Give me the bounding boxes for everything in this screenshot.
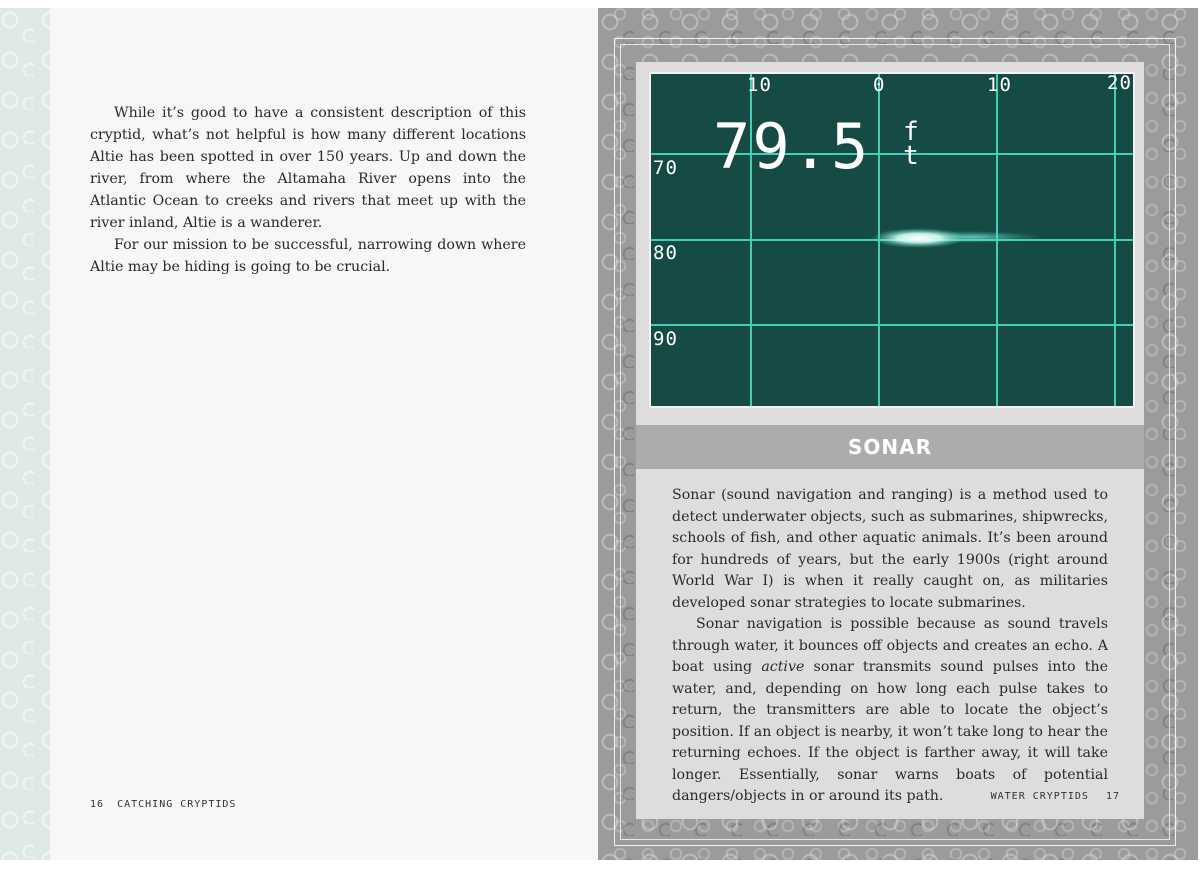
axis-label-top: 0	[873, 74, 886, 96]
axis-label-side: 80	[653, 242, 678, 264]
sidebar-paragraph: Sonar (sound navigation and ranging) is a method used to detect underwater objects, such as submarines, shipwrecks, schools of fish, and other aquatic animals. It’s been around for hundreds of years, but the early 1900s (right around World War I) is when it really caught on, as militaries developed sonar strategies to locate submarines.	[672, 487, 1108, 611]
depth-readout	[713, 110, 919, 183]
page-number: 16	[90, 799, 105, 810]
depth-unit-top: f	[903, 117, 919, 147]
sidebar-panel	[636, 62, 1144, 819]
sidebar-title-bar	[636, 425, 1144, 469]
depth-unit-bottom: t	[903, 141, 919, 171]
left-footer	[90, 799, 236, 810]
axis-label-top: 20	[1107, 72, 1132, 94]
axis-label-side: 70	[653, 157, 678, 179]
echo-blob	[871, 228, 967, 248]
body-text	[90, 102, 526, 278]
sidebar-title: SONAR	[847, 435, 933, 459]
running-head: CATCHING CRYPTIDS	[117, 799, 237, 810]
axis-label-top: 10	[987, 74, 1012, 96]
sidebar-body-text	[672, 485, 1108, 808]
body-paragraph: While it’s good to have a consistent description of this cryptid, what’s not helpful is how many different locations Altie has been spotted in over 150 years. Up and down the river, from where the Altamaha River opens into the Atlantic Ocean to creeks and rivers that meet up with the river inland, Altie is a wanderer.	[90, 105, 526, 231]
axis-label-side: 90	[653, 328, 678, 350]
depth-unit	[899, 117, 923, 171]
sidebar-text-run: sonar transmits sound pulses into the water, and, depending on how long each pulse takes to return, the transmitters are able to locate the object’s position. If an object is nearby, it won’t take long to hear the returning echoes. If the object is farther away, it will take longer. Essentially, sonar warns boats of potential dangers/objects in or around its path.	[672, 659, 1108, 804]
axis-label-top: 10	[747, 74, 772, 96]
left-page	[0, 8, 598, 860]
right-page	[598, 8, 1198, 860]
page-number: 17	[1105, 791, 1120, 802]
running-head: WATER CRYPTIDS	[990, 791, 1089, 802]
emphasized-word: active	[761, 659, 805, 675]
sonar-display-image	[649, 72, 1135, 408]
body-paragraph: For our mission to be successful, narrowing down where Altie may be hiding is going to be crucial.	[90, 237, 526, 275]
sidebar-paragraph	[672, 614, 1108, 808]
decorative-pattern-strip	[0, 8, 50, 860]
depth-value: 79.5	[713, 110, 871, 183]
right-footer	[991, 791, 1120, 802]
sidebar-text-run: Sonar navigation is possible because as sound travels through water, it bounces off objects and creates an echo. A boat using	[672, 616, 1108, 675]
